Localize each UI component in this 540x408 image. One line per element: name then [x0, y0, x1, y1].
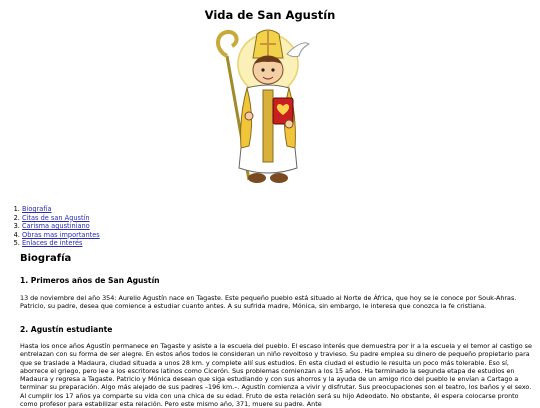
toc-item-citas — [22, 214, 100, 223]
toc-link-citas[interactable]: Citas de san Agustín — [22, 213, 90, 222]
section-heading-primeros-anos: 1. Primeros años de San Agustín — [20, 276, 160, 285]
toc-item-enlaces — [22, 239, 100, 248]
saint-augustine-illustration — [205, 28, 330, 193]
toc-link-enlaces[interactable]: Enlaces de interés — [22, 239, 83, 248]
toc-link-obras[interactable]: Obras mas importantes — [22, 230, 100, 239]
toc-link-biografia[interactable]: Biografía — [22, 205, 52, 213]
section-text-primeros-anos: 13 de noviembre del año 354: Aurelio Agustín nace en Tagaste. Este pequeño pueblo está situado al Norte de África, que hoy se le conoce por Souk-Ahras. Patricio, su padre, desea que comience a estudiar cuanto antes. A su sufrida madre, Mónica, sin embargo, le interesa que conozca la fe cristiana. — [20, 294, 517, 311]
toc-link-carisma[interactable]: Carisma agustiniano — [22, 222, 90, 231]
biografia-heading: Biografía — [20, 253, 72, 264]
toc-item-biografia — [22, 205, 100, 214]
table-of-contents — [8, 205, 100, 248]
page-title: Vida de San Agustín — [204, 8, 336, 22]
section-heading-estudiante: 2. Agustín estudiante — [20, 325, 113, 334]
toc-item-carisma — [22, 222, 100, 231]
toc-item-obras — [22, 231, 100, 240]
section-text-estudiante: Hasta los once años Agustín permanece en Tagaste y asiste a la escuela del pueblo. El escaso interés que demuestra por ir a la escuela y el temor al castigo se entrelazan con su forma de ser alegre. En estos años todos le consideran un niño revoltoso y travieso. Su padre emplea su dinero de pequeño propietario para que se traslade a Madaura, ciudad situada a unos 28 km. y complete allí sus estudios. En esta ciudad el estudio le resulta un poco más tolerable. Eso sí, aborrece el griego, pero lee a los escritores latinos como Cicerón. Sus problemas comienzan a los 15 años. Ha terminado la segunda etapa de estudios en Madaura y regresa a Tagaste. Patricio y Mónica desean que siga estudiando y con sus ahorros y la ayuda de un amigo rico del pueblo le envían a Cartago a terminar su preparación. Algo más alejado de sus padres –196 km.–. Agustín comienza a vivir y disfrutar. Sus preocupaciones son el teatro, los baños y el sexo. Al cumplir los 17 años ya comparte su vida con una chica de su edad. Fruto de esta relación será su hijo Adeodato. No obstante, él espera colocarse pronto como profesor para estabilizar esta relación. Pero este mismo año, 371, muere su padre. Ante — [20, 342, 532, 408]
